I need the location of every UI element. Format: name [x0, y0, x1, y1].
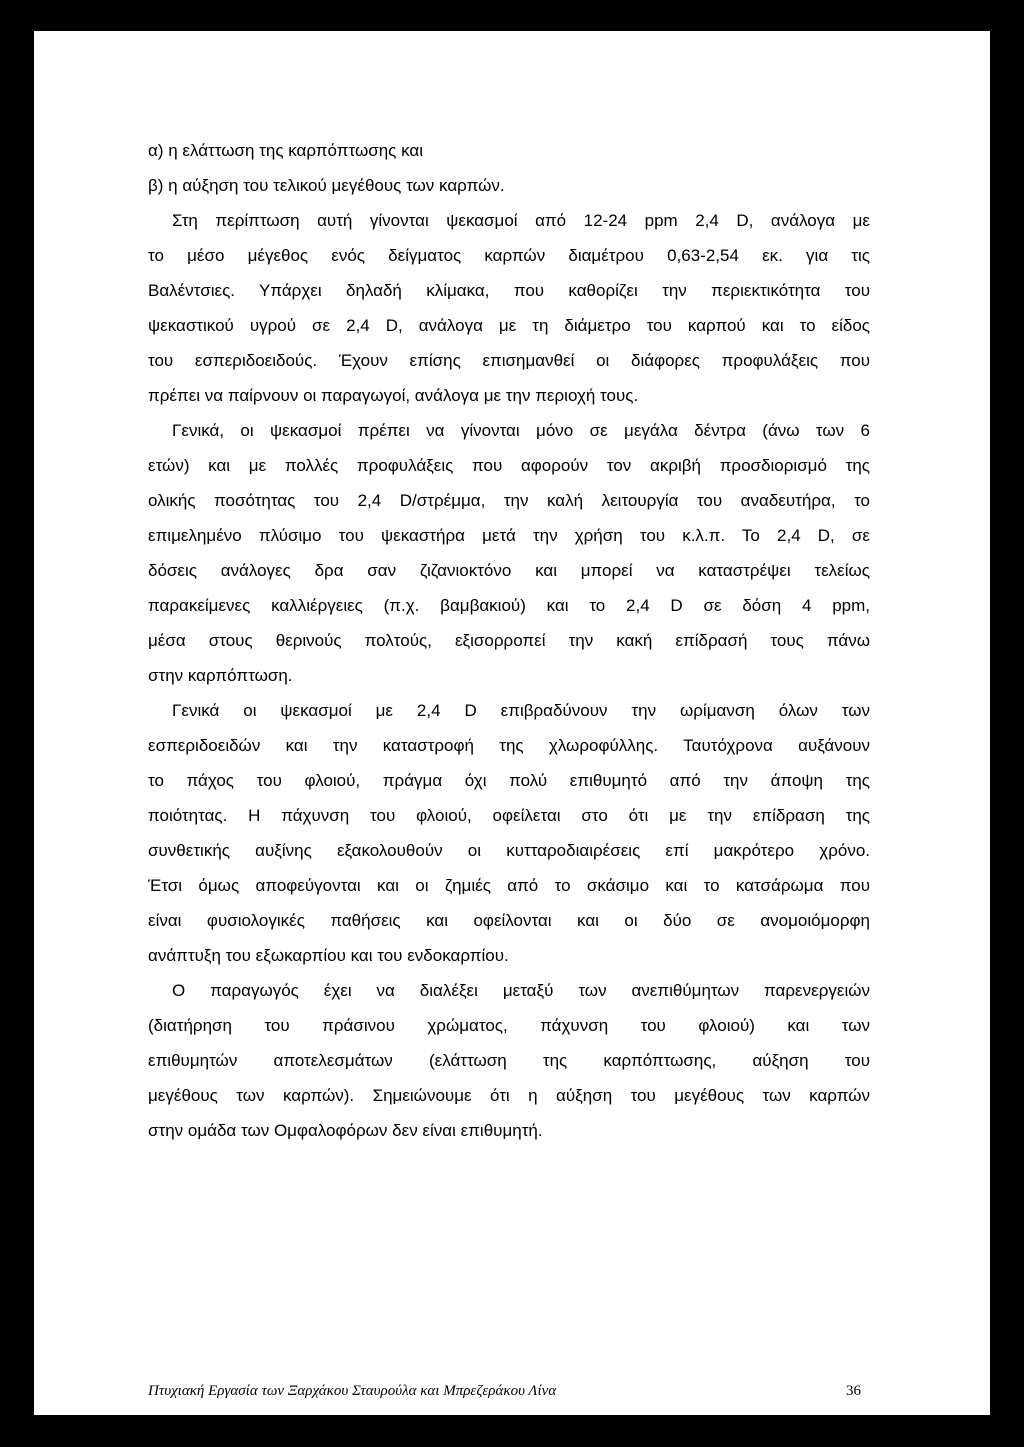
- text-line: το μέσο μέγεθος ενός δείγματος καρπών διαμέτρου 0,63-2,54 εκ. για τις: [148, 246, 870, 265]
- text-line: Έτσι όμως αποφεύγονται και οι ζημιές από το σκάσιμο και το κατσάρωμα που: [148, 876, 870, 895]
- text-line: β) η αύξηση του τελικού μεγέθους των καρπών.: [148, 176, 505, 195]
- text-line: πρέπει να παίρνουν οι παραγωγοί, ανάλογα με την περιοχή τους.: [148, 386, 639, 405]
- text-line: μεγέθους των καρπών). Σημειώνουμε ότι η αύξηση του μεγέθους των καρπών: [148, 1086, 870, 1105]
- text-line: δόσεις ανάλογες δρα σαν ζιζανιοκτόνο και μπορεί να καταστρέψει τελείως: [148, 561, 870, 580]
- text-line: το πάχος του φλοιού, πράγμα όχι πολύ επιθυμητό από την άποψη της: [148, 771, 870, 790]
- text-line: ολικής ποσότητας του 2,4 D/στρέμμα, την καλή λειτουργία του αναδευτήρα, το: [148, 491, 870, 510]
- text-line: Γενικά, οι ψεκασμοί πρέπει να γίνονται μόνο σε μεγάλα δέντρα (άνω των 6: [172, 421, 870, 440]
- text-line: του εσπεριδοειδούς. Έχουν επίσης επισημανθεί οι διάφορες προφυλάξεις που: [148, 351, 870, 370]
- text-line: επιθυμητών αποτελεσμάτων (ελάττωση της καρπόπτωσης, αύξηση του: [148, 1051, 870, 1070]
- text-line: Βαλέντσιες. Υπάρχει δηλαδή κλίμακα, που καθορίζει την περιεκτικότητα του: [148, 281, 870, 300]
- text-line: μέσα στους θερινούς πολτούς, εξισορροπεί την κακή επίδρασή τους πάνω: [148, 631, 870, 650]
- text-line: Ο παραγωγός έχει να διαλέξει μεταξύ των ανεπιθύμητων παρενεργειών: [172, 981, 870, 1000]
- text-line: ετών) και με πολλές προφυλάξεις που αφορούν τον ακριβή προσδιορισμό της: [148, 456, 870, 475]
- text-line: α) η ελάττωση της καρπόπτωσης και: [148, 141, 423, 160]
- body-text: [148, 133, 870, 1148]
- text-line: εσπεριδοειδών και την καταστροφή της χλωροφύλλης. Ταυτόχρονα αυξάνουν: [148, 736, 870, 755]
- text-line: ανάπτυξη του εξωκαρπίου και του ενδοκαρπίου.: [148, 946, 509, 965]
- text-line: στην ομάδα των Ομφαλοφόρων δεν είναι επιθυμητή.: [148, 1121, 543, 1140]
- text-line: ποιότητας. Η πάχυνση του φλοιού, οφείλεται στο ότι με την επίδραση της: [148, 806, 870, 825]
- text-line: παρακείμενες καλλιέργειες (π.χ. βαμβακιού) και το 2,4 D σε δόση 4 ppm,: [148, 596, 870, 615]
- text-line: ψεκαστικού υγρού σε 2,4 D, ανάλογα με τη διάμετρο του καρπού και το είδος: [148, 316, 870, 335]
- footer-title: Πτυχιακή Εργασία των Ξαρχάκου Σταυρούλα και Μπρεζεράκου Λίνα: [148, 1383, 557, 1399]
- text-line: (διατήρηση του πράσινου χρώματος, πάχυνση του φλοιού) και των: [148, 1016, 870, 1035]
- text-line: συνθετικής αυξίνης εξακολουθούν οι κυτταροδιαιρέσεις επί μακρότερο χρόνο.: [148, 841, 870, 860]
- text-line: είναι φυσιολογικές παθήσεις και οφείλονται και οι δύο σε ανομοιόμορφη: [148, 911, 870, 930]
- text-line: επιμελημένο πλύσιμο του ψεκαστήρα μετά την χρήση του κ.λ.π. Το 2,4 D, σε: [148, 526, 870, 545]
- text-line: Γενικά οι ψεκασμοί με 2,4 D επιβραδύνουν την ωρίμανση όλων των: [172, 701, 870, 720]
- text-line: Στη περίπτωση αυτή γίνονται ψεκασμοί από 12-24 ppm 2,4 D, ανάλογα με: [172, 211, 870, 230]
- text-line: στην καρπόπτωση.: [148, 666, 293, 685]
- page-number: 36: [846, 1383, 861, 1399]
- document-page: [34, 31, 990, 1415]
